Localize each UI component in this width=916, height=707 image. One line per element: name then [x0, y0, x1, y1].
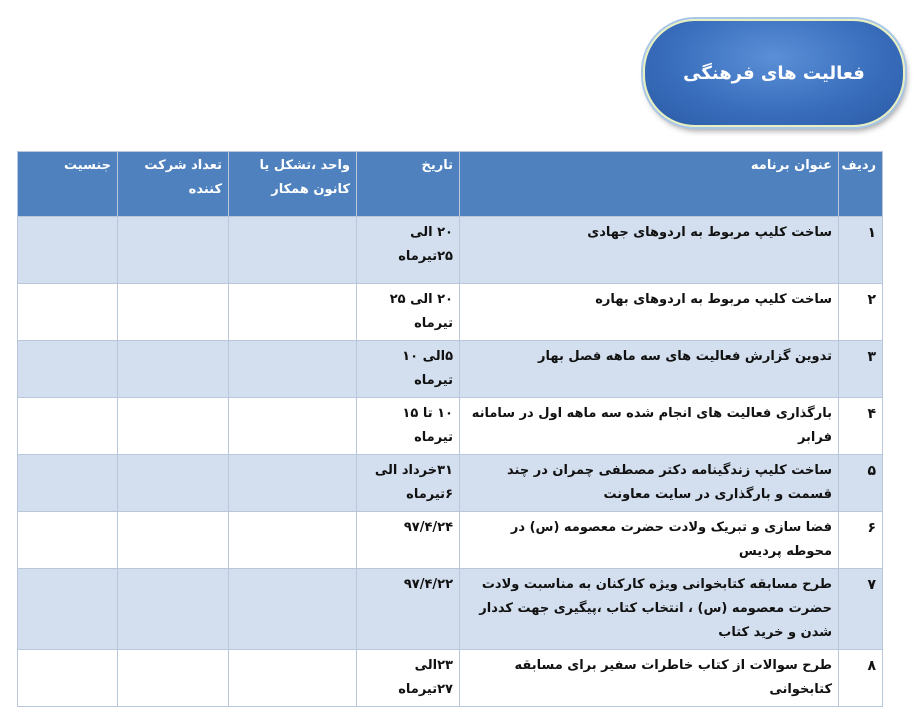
row-number-cell: ۱ [839, 217, 883, 284]
row-number-cell: ۳ [839, 341, 883, 398]
gender-cell [18, 284, 118, 341]
program-title-cell: بارگذاری فعالیت های انجام شده سه ماهه اول در سامانه فرابر [460, 398, 839, 455]
program-title-cell: طرح مسابقه کتابخوانی ویژه کارکنان به مناسبت ولادت حضرت معصومه (س) ، انتخاب کتاب ،پیگیری جهت کددار شدن و خرید کتاب [460, 569, 839, 650]
date-cell: ۲۳الی ۲۷تیرماه [357, 650, 460, 707]
header-date: تاریخ [357, 152, 460, 217]
date-cell: ۵الی ۱۰ تیرماه [357, 341, 460, 398]
date-cell: ۳۱خرداد الی ۶تیرماه [357, 455, 460, 512]
unit-cell [229, 398, 357, 455]
row-number-cell: ۲ [839, 284, 883, 341]
participants-cell [118, 569, 229, 650]
unit-cell [229, 569, 357, 650]
participants-cell [118, 341, 229, 398]
gender-cell [18, 217, 118, 284]
date-cell: ۹۷/۴/۲۴ [357, 512, 460, 569]
program-title-cell: ساخت کلیپ مربوط به اردوهای بهاره [460, 284, 839, 341]
unit-cell [229, 341, 357, 398]
participants-cell [118, 398, 229, 455]
participants-cell [118, 650, 229, 707]
date-cell: ۹۷/۴/۲۲ [357, 569, 460, 650]
participants-cell [118, 284, 229, 341]
program-title-cell: طرح سوالات از کتاب خاطرات سفیر برای مسابقه کتابخوانی [460, 650, 839, 707]
header-participants: تعداد شرکت کننده [118, 152, 229, 217]
gender-cell [18, 650, 118, 707]
title-banner [643, 19, 905, 127]
date-cell: ۱۰ تا ۱۵ تیرماه [357, 398, 460, 455]
program-title-cell: فضا سازی و تبریک ولادت حضرت معصومه (س) در محوطه پردیس [460, 512, 839, 569]
header-gender: جنسیت [18, 152, 118, 217]
unit-cell [229, 650, 357, 707]
gender-cell [18, 341, 118, 398]
unit-cell [229, 217, 357, 284]
table-row [18, 217, 883, 284]
row-number-cell: ۸ [839, 650, 883, 707]
participants-cell [118, 512, 229, 569]
participants-cell [118, 455, 229, 512]
program-title-cell: ساخت کلیپ مربوط به اردوهای جهادی [460, 217, 839, 284]
table-row [18, 512, 883, 569]
row-number-cell: ۷ [839, 569, 883, 650]
gender-cell [18, 512, 118, 569]
program-title-cell: ساخت کلیپ زندگینامه دکتر مصطفی چمران در چند قسمت و بارگذاری در سایت معاونت [460, 455, 839, 512]
table-header-row [18, 152, 883, 217]
table-row [18, 569, 883, 650]
unit-cell [229, 512, 357, 569]
row-number-cell: ۵ [839, 455, 883, 512]
unit-cell [229, 284, 357, 341]
table-row [18, 398, 883, 455]
header-row-number: ردیف [839, 152, 883, 217]
activities-table [17, 151, 883, 707]
page-title: فعالیت های فرهنگی [683, 62, 865, 84]
participants-cell [118, 217, 229, 284]
header-unit: واحد ،تشکل یا کانون همکار [229, 152, 357, 217]
row-number-cell: ۶ [839, 512, 883, 569]
gender-cell [18, 455, 118, 512]
table-row [18, 341, 883, 398]
unit-cell [229, 455, 357, 512]
gender-cell [18, 398, 118, 455]
table-row [18, 650, 883, 707]
date-cell: ۲۰ الی ۲۵ تیرماه [357, 284, 460, 341]
header-program-title: عنوان برنامه [460, 152, 839, 217]
row-number-cell: ۴ [839, 398, 883, 455]
table-row [18, 284, 883, 341]
gender-cell [18, 569, 118, 650]
program-title-cell: تدوین گزارش فعالیت های سه ماهه فصل بهار [460, 341, 839, 398]
date-cell: ۲۰ الی ۲۵تیرماه [357, 217, 460, 284]
table-row [18, 455, 883, 512]
